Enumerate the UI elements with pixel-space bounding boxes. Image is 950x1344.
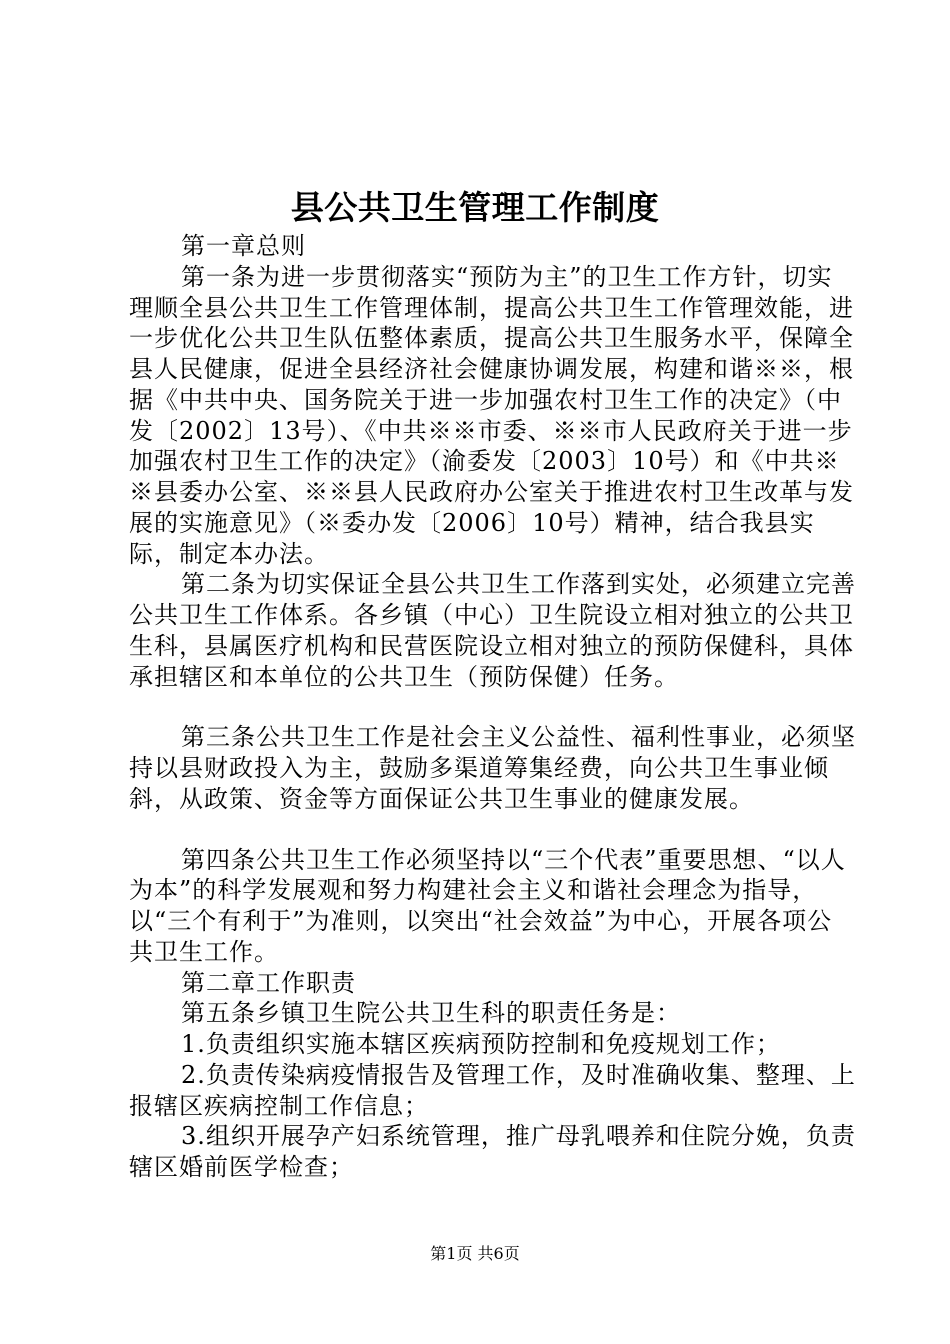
list-item: 3.组织开展孕产妇系统管理，推广母乳喂养和住院分娩，负责辖区婚前医学检查；: [129, 1122, 856, 1181]
article-paragraph: 第二条为切实保证全县公共卫生工作落到实处，必须建立完善公共卫生工作体系。各乡镇（中心）卫生院设立相对独立的公共卫生科，县属医疗机构和民营医院设立相对独立的预防保健科，具体承担辖区和本单位的公共卫生（预防保健）任务。: [129, 570, 856, 691]
article-paragraph: 第五条乡镇卫生院公共卫生科的职责任务是：: [181, 999, 681, 1028]
document-title: 县公共卫生管理工作制度: [290, 188, 660, 227]
list-item: 2.负责传染病疫情报告及管理工作，及时准确收集、整理、上报辖区疾病控制工作信息；: [129, 1060, 856, 1120]
list-item: 1.负责组织实施本辖区疾病预防控制和免疫规划工作；: [181, 1030, 781, 1058]
article-paragraph: 第三条公共卫生工作是社会主义公益性、福利性事业，必须坚持以县财政投入为主，鼓励多渠道筹集经费，向公共卫生事业倾斜，从政策、资金等方面保证公共卫生事业的健康发展。: [129, 723, 856, 813]
document-body: [129, 231, 857, 1183]
chapter-heading: 第一章总则: [181, 232, 306, 260]
article-paragraph: 第四条公共卫生工作必须坚持以“三个代表”重要思想、“以人为本”的科学发展观和努力构建社会主义和谐社会理念为指导，以“三个有利于”为准则，以突出“社会效益”为中心，开展各项公共卫生工作。: [129, 845, 846, 966]
chapter-heading: 第二章工作职责: [181, 968, 356, 997]
article-paragraph: 第一条为进一步贯彻落实“预防为主”的卫生工作方针，切实理顺全县公共卫生工作管理体制，提高公共卫生工作管理效能，进一步优化公共卫生队伍整体素质，提高公共卫生服务水平，保障全县人民健康，促进全县经济社会健康协调发展，构建和谐※※，根据《中共中央、国务院关于进一步加强农村卫生工作的决定》（中发〔2002〕13号）、《中共※※市委、※※市人民政府关于进一步加强农村卫生工作的决定》（渝委发〔2003〕10号）和《中共※※县委办公室、※※县人民政府办公室关于推进农村卫生改革与发展的实施意见》（※委办发〔2006〕10号）精神，结合我县实际，制定本办法。: [129, 262, 854, 568]
page-number: 第1页 共6页: [430, 1244, 520, 1263]
